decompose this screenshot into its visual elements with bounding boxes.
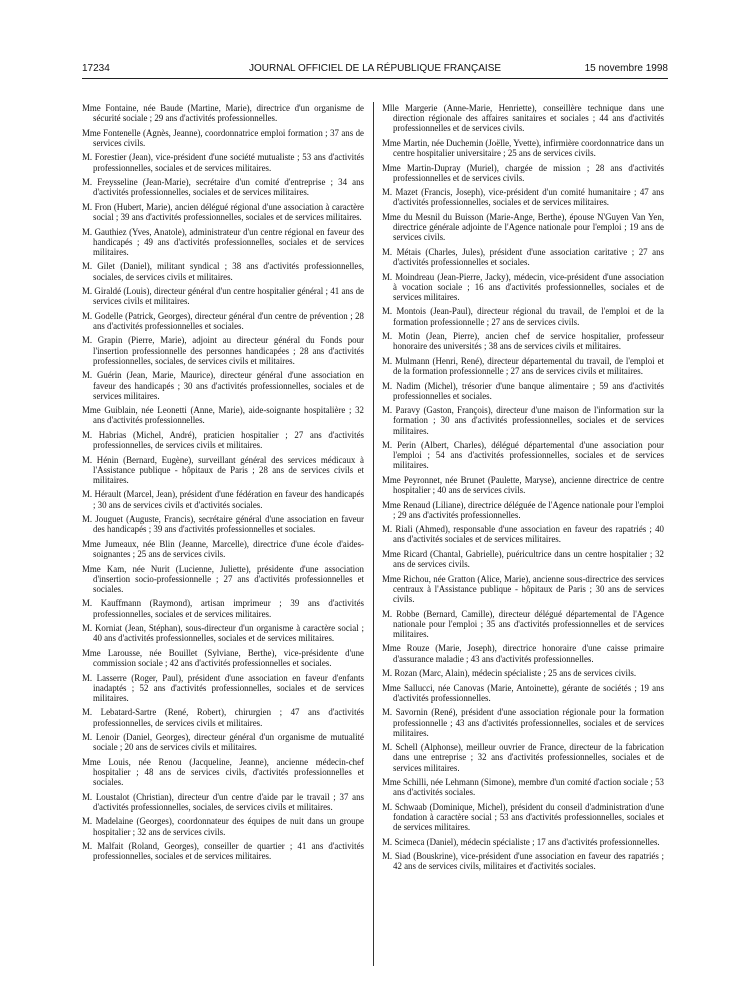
list-entry: Mme Schilli, née Lehmann (Simone), membre d'un comité d'action sociale ; 53 ans d'activités sociales. [382, 777, 664, 798]
list-entry: M. Perin (Albert, Charles), délégué départemental d'une association pour l'emploi ; 54 ans d'activités professionnelles, sociales et de services militaires. [382, 440, 664, 471]
list-entry: Mme du Mesnil du Buisson (Marie-Ange, Berthe), épouse N'Guyen Van Yen, directrice générale adjointe de l'Agence nationale pour l'emploi ; 19 ans de services civils. [382, 211, 664, 243]
list-entry: M. Moindreau (Jean-Pierre, Jacky), médecin, vice-président d'une association à vocation sociale ; 16 ans d'activités professionnelles, sociales et de services militaires. [382, 271, 664, 302]
list-entry: M. Scimeca (Daniel), médecin spécialiste ; 17 ans d'activités professionnelles. [382, 836, 660, 847]
list-entry: M. Guérin (Jean, Marie, Maurice), directeur général d'une association en faveur des handicapés ; 30 ans d'activités professionnelles, sociales et de services militaires. [82, 370, 364, 401]
list-entry: M. Lebatard-Sartre (René, Robert), chirurgien ; 47 ans d'activités professionnelles, de services civils et militaires. [82, 707, 364, 728]
list-entry: M. Rozan (Marc, Alain), médecin spécialiste ; 25 ans de services civils. [382, 668, 637, 679]
list-entry: Mme Martin, née Duchemin (Joëlle, Yvette), infirmière coordonnatrice dans un centre hospitalier universitaire ; 25 ans de services civils. [382, 137, 664, 159]
list-entry: M. Schell (Alphonse), meilleur ouvrier de France, directeur de la fabrication dans une entreprise ; 32 ans d'activités professionnelles, sociales et de services militaires. [382, 742, 664, 773]
list-entry: M. Mulmann (Henri, René), directeur départemental du travail, de l'emploi et de la formation professionnelle ; 27 ans de services civils et militaires. [382, 355, 664, 376]
column-divider [373, 102, 374, 966]
list-entry: M. Malfait (Roland, Georges), conseiller de quartier ; 41 ans d'activités professionnelles, sociales et de services militaires. [82, 841, 364, 862]
list-entry: Mme Fontaine, née Baude (Martine, Marie), directrice d'un organisme de sécurité sociale ; 29 ans d'activités professionnelles. [82, 103, 364, 124]
page-number: 17234 [82, 63, 110, 74]
list-entry: M. Forestier (Jean), vice-président d'une société mutualiste ; 53 ans d'activités professionnelles, sociales et de services militaires. [82, 152, 364, 173]
publication-date: 15 novembre 1998 [584, 63, 668, 74]
list-entry: M. Nadim (Michel), trésorier d'une banque alimentaire ; 59 ans d'activités professionnelles et sociales. [382, 380, 664, 401]
list-entry: M. Mazet (Francis, Joseph), vice-président d'un comité humanitaire ; 47 ans d'activités professionnelles, sociales et de services militaires. [382, 187, 664, 208]
list-entry: M. Paravy (Gaston, François), directeur d'une maison de l'information sur la formation ; 30 ans d'activités professionnelles, sociales et de services militaires. [382, 405, 664, 436]
list-entry: Mme Richou, née Gratton (Alice, Marie), ancienne sous-directrice des services centraux à l'Assistance publique - hôpitaux de Paris ; 30 ans de services civils. [382, 573, 664, 605]
list-entry: M. Savornin (René), président d'une association régionale pour la formation professionnelle ; 43 ans d'activités professionnelles, sociales et de services militaires. [382, 707, 664, 738]
list-entry: M. Giraldé (Louis), directeur général d'un centre hospitalier général ; 41 ans de services civils et militaires. [82, 286, 364, 307]
list-entry: M. Schwaab (Dominique, Michel), président du conseil d'administration d'une fondation à caractère social ; 53 ans d'activités professionnelles, sociales et de services militaires. [382, 801, 664, 833]
list-entry: Mme Sallucci, née Canovas (Marie, Antoinette), gérante de sociétés ; 19 ans d'activités professionnelles. [382, 682, 664, 703]
list-entry: Mme Rouze (Marie, Joseph), directrice honoraire d'une caisse primaire d'assurance maladie ; 43 ans d'activités professionnelles. [382, 643, 664, 664]
list-entry: M. Godelle (Patrick, Georges), directeur général d'un centre de prévention ; 28 ans d'activités professionnelles et sociales. [82, 310, 364, 331]
list-entry: M. Gauthiez (Yves, Anatole), administrateur d'un centre régional en faveur des handicapés ; 49 ans d'activités professionnelles, sociales et de services militaires. [82, 226, 364, 257]
list-entry: M. Habrias (Michel, André), praticien hospitalier ; 27 ans d'activités professionnelles, de services civils et militaires. [82, 429, 364, 451]
list-entry: Mme Larousse, née Bouillet (Sylviane, Berthe), vice-présidente d'une commission sociale ; 42 ans d'activités professionnelles et sociales. [82, 647, 364, 668]
list-entry: Mme Renaud (Liliane), directrice déléguée de l'Agence nationale pour l'emploi ; 29 ans d'activités professionnelles. [382, 499, 664, 520]
list-entry: M. Robbe (Bernard, Camille), directeur délégué départemental de l'Agence nationale pour l'emploi ; 35 ans d'activités professionnelles et de services militaires. [382, 608, 664, 639]
right-column [382, 103, 664, 876]
list-entry: M. Motin (Jean, Pierre), ancien chef de service hospitalier, professeur honoraire des universités ; 38 ans de services civils et militaires. [382, 331, 664, 352]
list-entry: M. Loustalot (Christian), directeur d'un centre d'aide par le travail ; 37 ans d'activités professionnelles, sociales, de services civils et militaires. [82, 791, 364, 812]
page-header [82, 63, 668, 77]
list-entry: M. Jouguet (Auguste, Francis), secrétaire général d'une association en faveur des handicapés ; 39 ans d'activités professionnelles et sociales. [82, 514, 364, 535]
list-entry: M. Grapin (Pierre, Marie), adjoint au directeur général du Fonds pour l'insertion professionnelle des personnes handicapées ; 28 ans d'activités professionnelles, sociales, de services civils et militaires. [82, 335, 364, 366]
list-entry: M. Gilet (Daniel), militant syndical ; 38 ans d'activités professionnelles, sociales, de services civils et militaires. [82, 261, 364, 282]
list-entry: M. Montois (Jean-Paul), directeur régional du travail, de l'emploi et de la formation professionnelle ; 27 ans de services civils. [382, 306, 664, 327]
header-rule [82, 78, 668, 79]
list-entry: Mme Kam, née Nurit (Lucienne, Juliette), présidente d'une association d'insertion socio-professionnelle ; 27 ans d'activités professionnelles et sociales. [82, 563, 364, 594]
list-entry: M. Hénin (Bernard, Eugène), surveillant général des services médicaux à l'Assistance publique - hôpitaux de Paris ; 28 ans de services civils et militaires. [82, 454, 364, 485]
list-entry: Mme Jumeaux, née Blin (Jeanne, Marcelle), directrice d'une école d'aides-soignantes ; 25 ans de services civils. [82, 538, 364, 560]
list-entry: M. Riali (Ahmed), responsable d'une association en faveur des rapatriés ; 40 ans d'activités sociales et de services militaires. [382, 524, 664, 545]
list-entry: Mme Ricard (Chantal, Gabrielle), puéricultrice dans un centre hospitalier ; 32 ans de services civils. [382, 549, 664, 570]
list-entry: Mme Peyronnet, née Brunet (Paulette, Maryse), ancienne directrice de centre hospitalier ; 40 ans de services civils. [382, 474, 664, 496]
left-column [82, 103, 364, 866]
list-entry: M. Lasserre (Roger, Paul), président d'une association en faveur d'enfants inadaptés ; 52 ans d'activités professionnelles, sociales et de services militaires. [82, 672, 364, 703]
list-entry: Mme Fontenelle (Agnès, Jeanne), coordonnatrice emploi formation ; 37 ans de services civils. [82, 127, 364, 148]
list-entry: Mlle Margerie (Anne-Marie, Henriette), conseillère technique dans une direction régionale des affaires sanitaires et sociales ; 44 ans d'activités professionnelles et de services civils. [382, 103, 664, 134]
list-entry: M. Fron (Hubert, Marie), ancien délégué régional d'une association à caractère social ; 39 ans d'activités professionnelles, sociales et de services militaires. [82, 201, 364, 222]
list-entry: M. Hérault (Marcel, Jean), président d'une fédération en faveur des handicapés ; 30 ans de services civils et d'activités sociales. [82, 489, 364, 510]
list-entry: Mme Louis, née Renou (Jacqueline, Jeanne), ancienne médecin-chef hospitalier ; 48 ans de services civils, d'activités professionnelles et sociales. [82, 756, 364, 788]
list-entry: M. Siad (Bouskrine), vice-président d'une association en faveur des rapatriés ; 42 ans de services civils, militaires et d'activités sociales. [382, 851, 664, 872]
list-entry: M. Freysseline (Jean-Marie), secrétaire d'un comité d'entreprise ; 34 ans d'activités professionnelles, sociales et de services militaires. [82, 177, 364, 198]
journal-title: JOURNAL OFFICIEL DE LA RÉPUBLIQUE FRANÇAISE [248, 63, 502, 74]
list-entry: M. Korniat (Jean, Stéphan), sous-directeur d'un organisme à caractère social ; 40 ans d'activités professionnelles, sociales et de services militaires. [82, 623, 364, 644]
list-entry: M. Kauffmann (Raymond), artisan imprimeur ; 39 ans d'activités professionnelles, sociales et de services militaires. [82, 598, 364, 619]
list-entry: Mme Guiblain, née Leonetti (Anne, Marie), aide-soignante hospitalière ; 32 ans d'activités professionnelles. [82, 405, 364, 426]
list-entry: Mme Martin-Dupray (Muriel), chargée de mission ; 28 ans d'activités professionnelles et de services civils. [382, 162, 664, 183]
list-entry: M. Métais (Charles, Jules), président d'une association caritative ; 27 ans d'activités professionnelles et sociales. [382, 246, 664, 267]
list-entry: M. Lenoir (Daniel, Georges), directeur général d'un organisme de mutualité sociale ; 20 ans de services civils et militaires. [82, 732, 364, 753]
list-entry: M. Madelaine (Georges), coordonnateur des équipes de nuit dans un groupe hospitalier ; 32 ans de services civils. [82, 816, 364, 837]
